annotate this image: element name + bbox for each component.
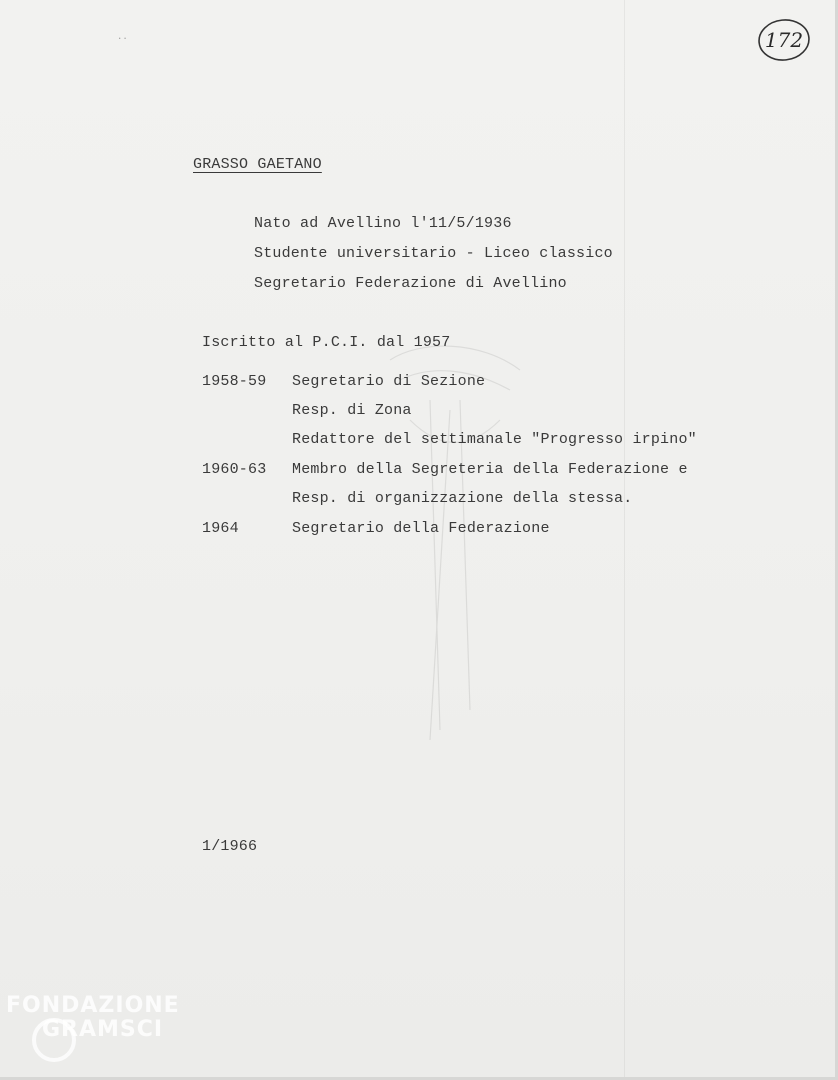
watermark-line-2: GRAMSCI bbox=[42, 1017, 164, 1042]
role-line: Segretario Federazione di Avellino bbox=[254, 275, 567, 292]
fondazione-gramsci-watermark bbox=[6, 990, 206, 1070]
paper-fold bbox=[624, 0, 625, 1080]
career-line: Segretario di Sezione bbox=[292, 373, 486, 390]
membership-line: Iscritto al P.C.I. dal 1957 bbox=[202, 334, 451, 351]
document-date: 1/1966 bbox=[202, 838, 258, 855]
career-line: Redattore del settimanale "Progresso irpino" bbox=[292, 431, 697, 448]
person-name-title: GRASSO GAETANO bbox=[193, 156, 322, 173]
career-line: Membro della Segreteria della Federazione e bbox=[292, 461, 688, 478]
career-line: Segretario della Federazione bbox=[292, 520, 550, 537]
career-line: Resp. di organizzazione della stessa. bbox=[292, 490, 633, 507]
career-line: Resp. di Zona bbox=[292, 402, 412, 419]
career-year-1964: 1964 bbox=[202, 520, 239, 537]
watermark-line-1: FONDAZIONE bbox=[6, 993, 180, 1018]
education-line: Studente universitario - Liceo classico bbox=[254, 245, 613, 262]
paper-speck: ·· bbox=[117, 34, 128, 44]
folio-stamp bbox=[757, 17, 813, 63]
career-year-1958: 1958-59 bbox=[202, 373, 267, 390]
career-year-1960: 1960-63 bbox=[202, 461, 267, 478]
bleed-through-mark bbox=[370, 330, 540, 750]
birth-line: Nato ad Avellino l'11/5/1936 bbox=[254, 215, 512, 232]
folio-number: 172 bbox=[764, 28, 804, 52]
